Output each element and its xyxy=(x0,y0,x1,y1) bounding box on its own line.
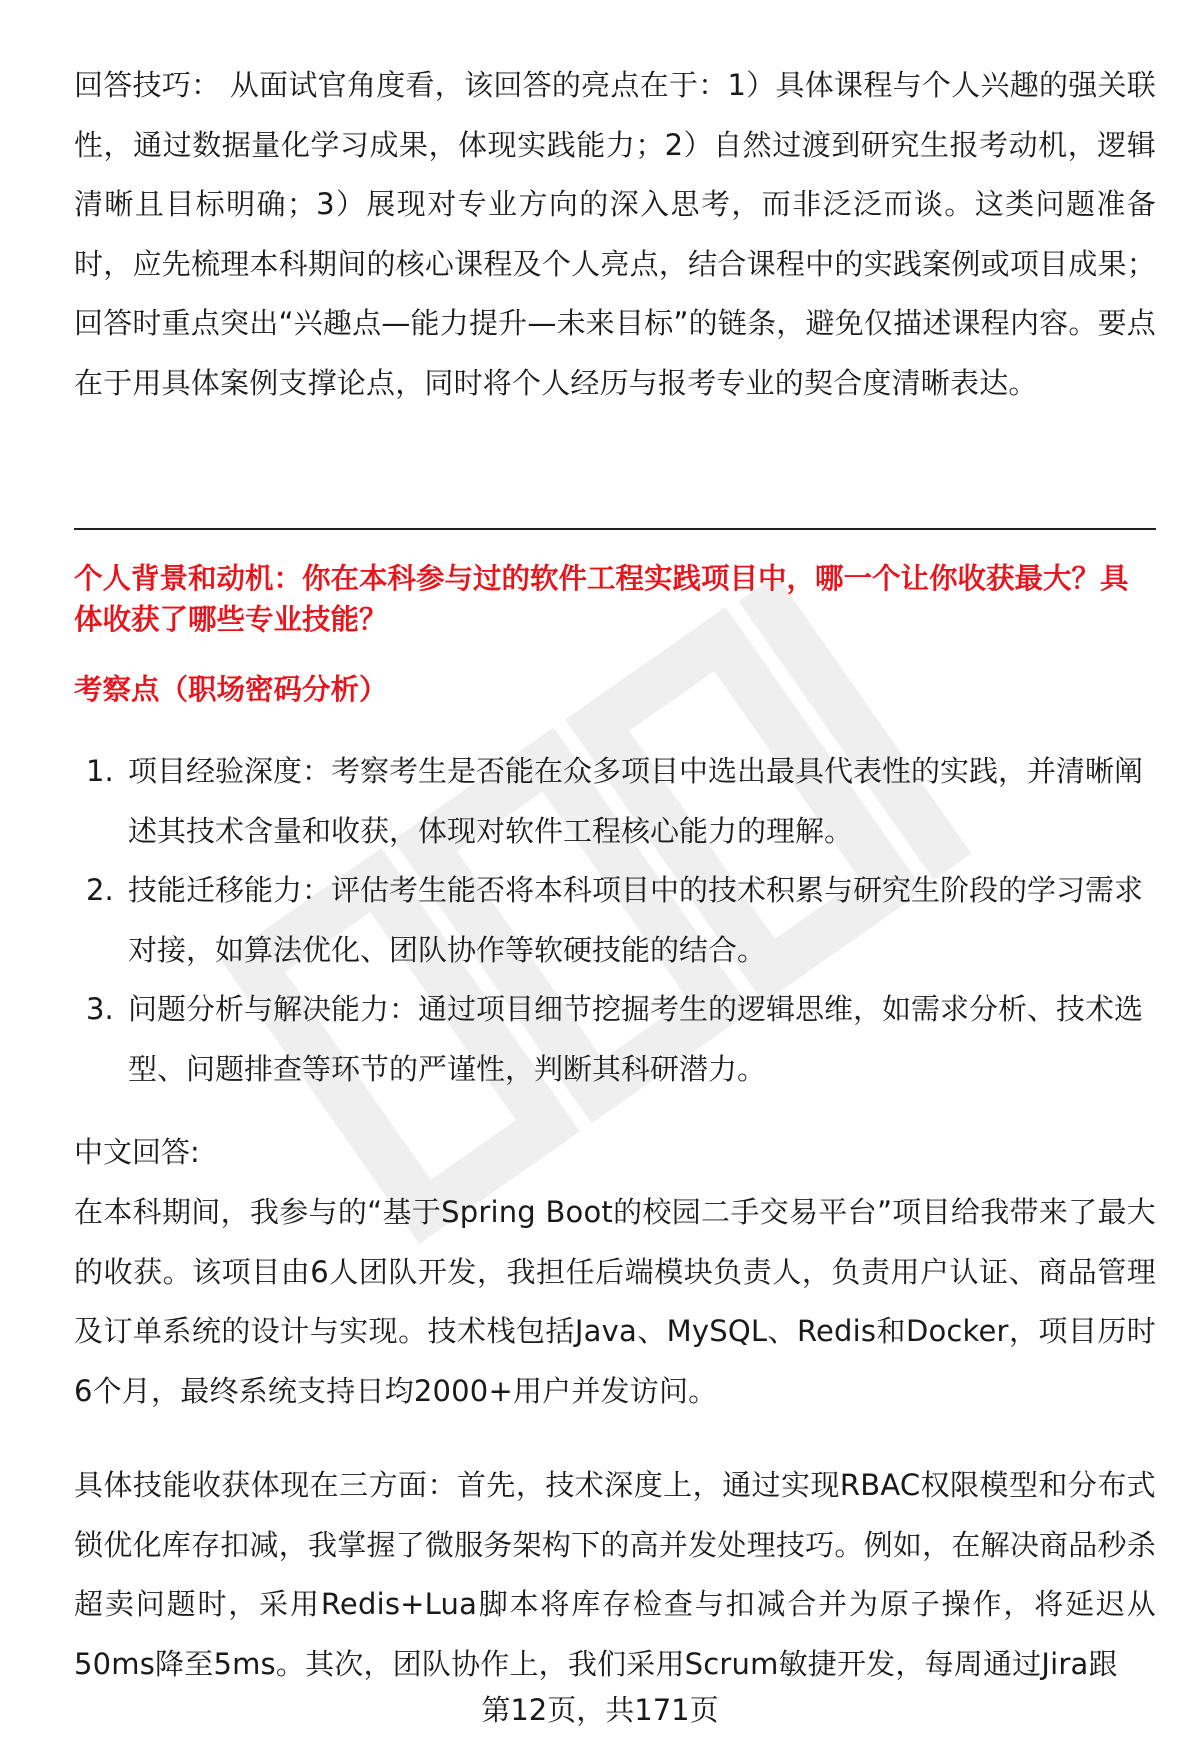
list-item xyxy=(74,861,1156,980)
question-heading: 个人背景和动机：你在本科参与过的软件工程实践项目中，哪一个让你收获最大？具体收获了哪些专业技能？ xyxy=(74,562,1129,636)
list-item xyxy=(74,980,1156,1099)
answer-paragraph-2 xyxy=(74,1456,1156,1694)
focus-points-title: 考察点（职场密码分析） xyxy=(74,673,388,706)
list-item-number: 3. xyxy=(86,992,114,1026)
section-divider xyxy=(74,528,1156,530)
list-item-text: 项目经验深度：考察考生是否能在众多项目中选出最具代表性的实践，并清晰阐述其技术含量和收获，体现对软件工程核心能力的理解。 xyxy=(128,754,1144,848)
intro-answer-block xyxy=(74,56,1156,413)
answer-paragraph-1 xyxy=(74,1183,1156,1421)
list-item-text: 技能迁移能力：评估考生能否将本科项目中的技术积累与研究生阶段的学习需求对接，如算法优化、团队协作等软硬技能的结合。 xyxy=(128,873,1144,967)
answer-paragraph-1-text: 在本科期间，我参与的“基于Spring Boot的校园二手交易平台”项目给我带来了最大的收获。该项目由6人团队开发，我担任后端模块负责人，负责用户认证、商品管理及订单系统的设计与实现。技术栈包括Java、MySQL、Redis和Docker，项目历时6个月，最终系统支持日均2000+用户并发访问。 xyxy=(74,1195,1156,1408)
intro-answer-text: 回答技巧： 从面试官角度看，该回答的亮点在于：1）具体课程与个人兴趣的强关联性，通过数据量化学习成果，体现实践能力；2）自然过渡到研究生报考动机，逻辑清晰且目标明确；3）展现对专业方向的深入思考，而非泛泛而谈。这类问题准备时，应先梳理本科期间的核心课程及个人亮点，结合课程中的实践案例或项目成果；回答时重点突出“兴趣点—能力提升—未来目标”的链条，避免仅描述课程内容。要点在于用具体案例支撑论点，同时将个人经历与报考专业的契合度清晰表达。 xyxy=(74,68,1156,400)
list-item-text: 问题分析与解决能力：通过项目细节挖掘考生的逻辑思维，如需求分析、技术选型、问题排查等环节的严谨性，判断其科研潜力。 xyxy=(128,992,1144,1086)
answer-label: 中文回答: xyxy=(74,1135,200,1169)
list-item xyxy=(74,742,1156,861)
focus-points-list xyxy=(74,742,1156,1099)
answer-paragraph-2-text: 具体技能收获体现在三方面：首先，技术深度上，通过实现RBAC权限模型和分布式锁优化库存扣减，我掌握了微服务架构下的高并发处理技巧。例如，在解决商品秒杀超卖问题时，采用Redis+Lua脚本将库存检查与扣减合并为原子操作，将延迟从50ms降至5ms。其次，团队协作上，我们采用Scrum敏捷开发，每周通过Jira跟 xyxy=(74,1468,1156,1681)
page-number-footer: 第12页，共171页 xyxy=(481,1693,719,1727)
list-item-number: 1. xyxy=(86,754,114,788)
list-item-number: 2. xyxy=(86,873,114,907)
